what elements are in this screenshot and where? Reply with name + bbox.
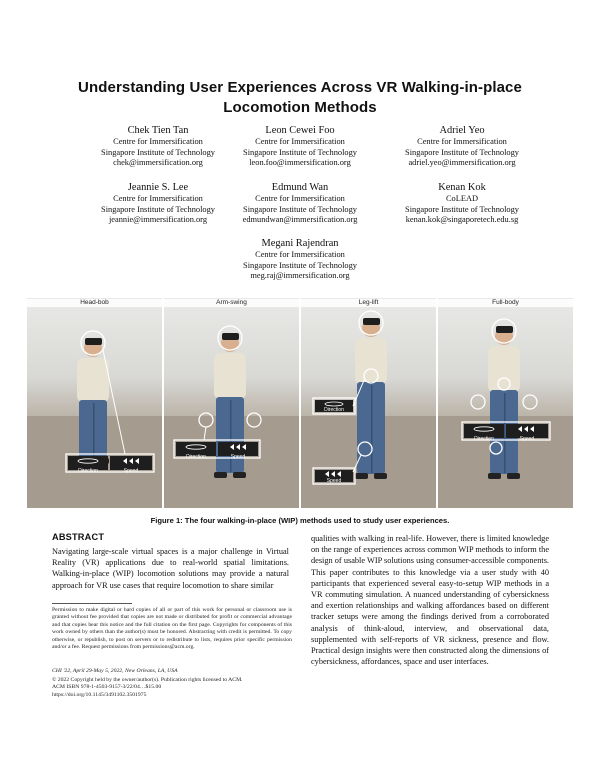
isbn-line: ACM ISBN 978-1-4503-9157-3/22/04…$15.00 [52, 684, 162, 691]
author-block [377, 124, 547, 169]
speed-tag: Speed [230, 454, 246, 460]
author-name: Kenan Kok [438, 182, 486, 193]
panel-label: Arm-swing [164, 299, 299, 307]
teaser-figure [27, 298, 573, 508]
author-institution: Singapore Institute of Technology [101, 204, 215, 214]
author-institution: Singapore Institute of Technology [243, 147, 357, 157]
author-affiliation: CoLEAD [445, 194, 479, 203]
panel-label: Head-bob [27, 299, 162, 307]
author-institution: Singapore Institute of Technology [101, 147, 215, 157]
author-block [215, 237, 385, 282]
author-block [215, 124, 385, 169]
author-institution: Singapore Institute of Technology [243, 204, 357, 214]
author-name: Adriel Yeo [439, 125, 485, 136]
copyright-line: © 2022 Copyright held by the owner/author(s). Publication rights licensed to ACM. [52, 677, 243, 683]
panel-label: Leg-lift [301, 299, 436, 307]
doi-link[interactable]: https://doi.org/10.1145/3491102.3501975 [52, 691, 147, 698]
author-institution: Singapore Institute of Technology [243, 260, 357, 270]
author-affiliation: Centre for Immersification [113, 137, 203, 146]
author-affiliation: Centre for Immersification [255, 137, 345, 146]
abstract-heading: ABSTRACT [52, 532, 105, 542]
author-email[interactable]: jeannie@immersification.org [108, 215, 208, 225]
direction-tag: Direction [324, 407, 344, 413]
footnote-divider [52, 603, 132, 604]
author-email[interactable]: adriel.yeo@immersification.org [408, 158, 516, 168]
author-name: Edmund Wan [271, 182, 329, 193]
participant-illustration [301, 298, 436, 508]
abstract-text-right: qualities with walking in real-life. However, there is limited knowledge on the range of experiences across common WIP methods to inform the design of usable WIP solutions using consumer-accessible components. This paper contributes to this knowledge via a user study with 40 participants that experienced several easy-to-setup WIP methods in a VR commuting simulation. A nuanced understanding of cybersickness and exertion relationships and walking affordances based on different tracker setups were among the findings derived from a corroborated analysis of think-aloud, interview, and observational data, supplemented with self-reports of VR sickness, presence and flow. Practical design insights were then constructed along the dimensions of cybersickness, affordances, space and user interfaces. [311, 534, 549, 667]
direction-tag: Direction [78, 468, 98, 474]
abstract-text-left: Navigating large-scale virtual spaces is a major challenge in Virtual Reality (VR) applications due to real-world spatial limitations. Walking-in-place (WIP) locomotion solutions may provide a natural approach for VR use cases that require locomotion to share similar [52, 547, 289, 590]
speed-tag: Speed [326, 478, 342, 484]
author-affiliation: Centre for Immersification [113, 194, 203, 203]
author-block [215, 181, 385, 226]
author-affiliation: Centre for Immersification [417, 137, 507, 146]
author-email[interactable]: kenan.kok@singaporetech.edu.sg [405, 215, 519, 225]
participant-illustration [27, 298, 162, 508]
paper-title: Understanding User Experiences Across VR Walking-in-place Locomotion Methods [78, 79, 522, 116]
participant-illustration [164, 298, 299, 508]
author-name: Jeannie S. Lee [127, 182, 189, 193]
participant-illustration [438, 298, 573, 508]
author-block [377, 181, 547, 226]
author-email[interactable]: leon.foo@immersification.org [249, 158, 351, 168]
author-institution: Singapore Institute of Technology [405, 147, 519, 157]
figure-panel-full-body [438, 298, 573, 508]
author-name: Leon Cewei Foo [265, 125, 335, 136]
author-institution: Singapore Institute of Technology [405, 204, 519, 214]
panel-label: Full-body [438, 299, 573, 307]
author-name: Megani Rajendran [261, 238, 339, 249]
figure-panel-head-bob [27, 298, 162, 508]
author-affiliation: Centre for Immersification [255, 194, 345, 203]
direction-tag: Direction [186, 454, 206, 460]
permission-notice: Permission to make digital or hard copies of all or part of this work for personal or classroom use is granted without fee provided that copies are not made or distributed for profit or commercial advantage and that copies bear this notice and the full citation on the first page. Copyrights for components of this work owned by others than the author(s) must be honored. Abstracting with credit is permitted. To copy otherwise, or republish, to post on servers or to redistribute to lists, requires prior specific permission and/or a fee. Request permissions from permissions@acm.org. [52, 607, 292, 651]
figure-panel-arm-swing [164, 298, 299, 508]
conference-info: CHI '22, April 29-May 5, 2022, New Orleans, LA, USA [52, 668, 178, 674]
author-email[interactable]: chek@immersification.org [113, 158, 203, 168]
speed-tag: Speed [519, 436, 535, 442]
figure-caption: Figure 1: The four walking-in-place (WIP) methods used to study user experiences. [150, 516, 450, 525]
direction-tag: Direction [474, 436, 494, 442]
figure-panel-leg-lift [301, 298, 436, 508]
author-email[interactable]: edmundwan@immersification.org [242, 215, 358, 225]
author-affiliation: Centre for Immersification [255, 250, 345, 259]
author-name: Chek Tien Tan [127, 125, 189, 136]
speed-tag: Speed [123, 468, 139, 474]
copyright-block [52, 677, 292, 699]
author-email[interactable]: meg.raj@immersification.org [250, 271, 350, 281]
